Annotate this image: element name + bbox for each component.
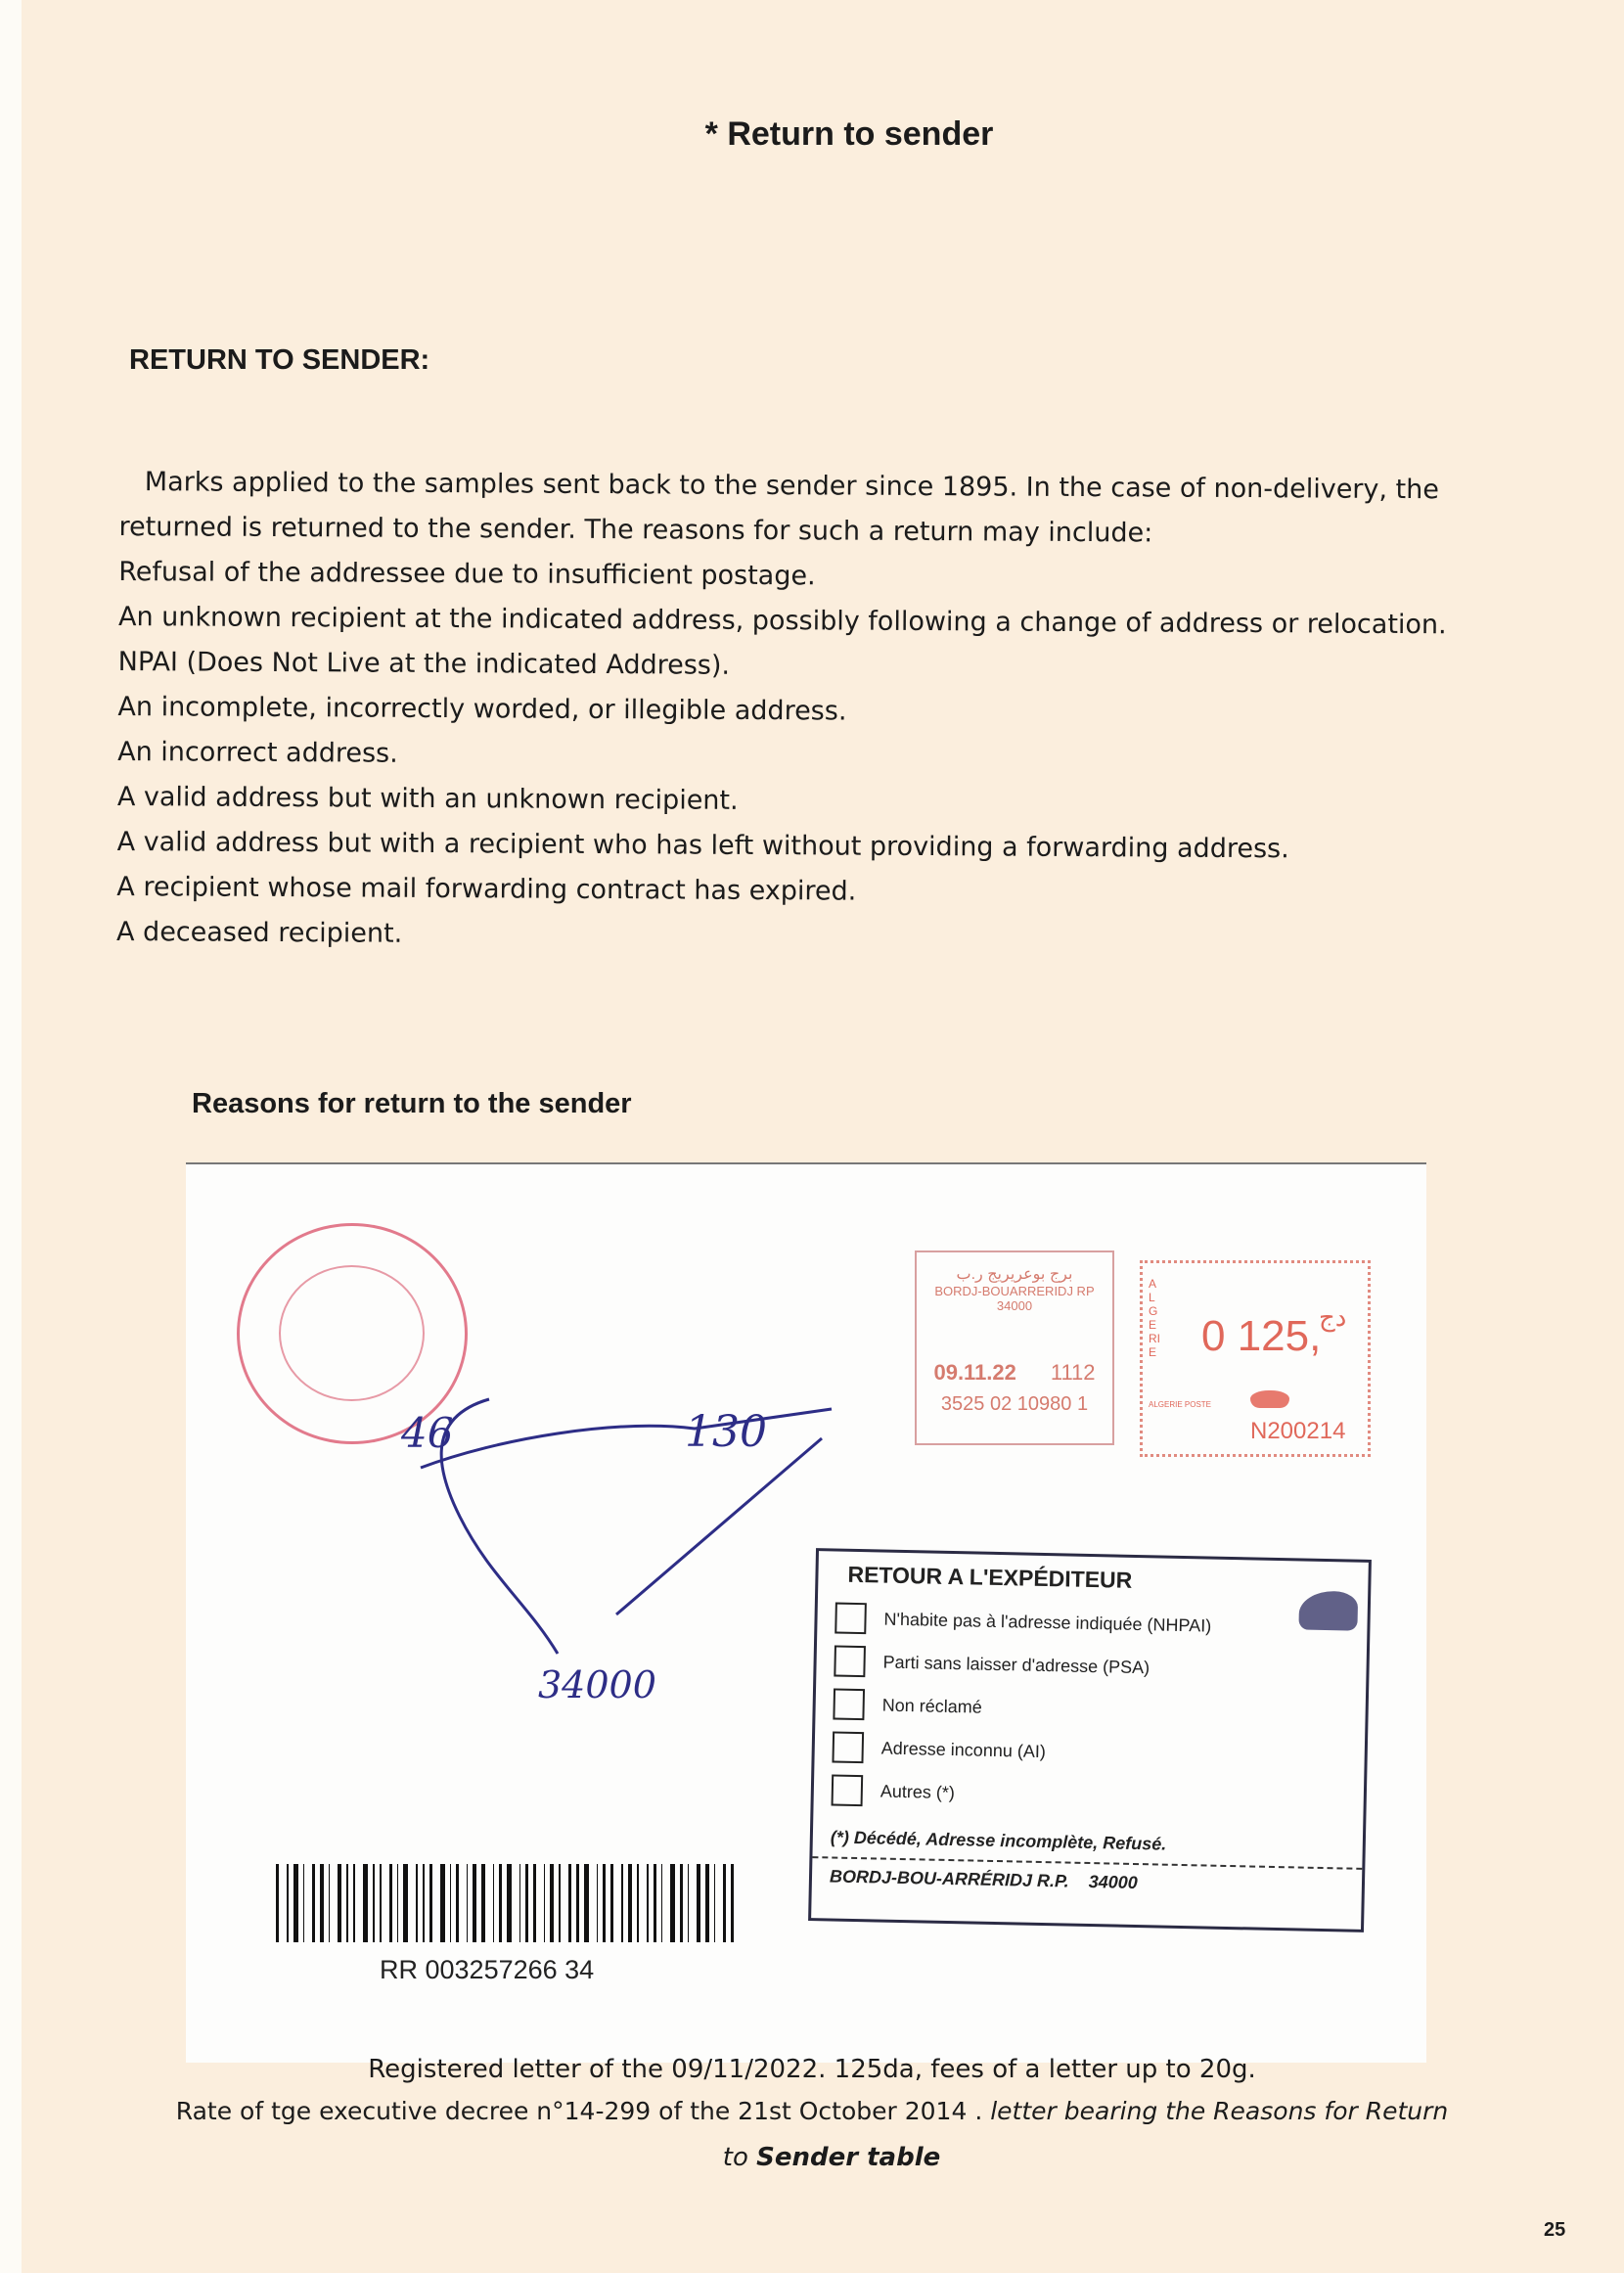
paragraph-line: NPAI (Does Not Live at the indicated Address). xyxy=(117,646,731,681)
barcode-bar xyxy=(329,1864,331,1942)
caption-line xyxy=(0,2097,1624,2125)
barcode-bar xyxy=(603,1864,605,1942)
paragraph-line: returned is returned to the sender. The reasons for such a return may include: xyxy=(118,511,1153,549)
paragraph-line: A recipient whose mail forwarding contract has expired. xyxy=(116,871,857,907)
barcode-bar xyxy=(628,1864,632,1942)
postmark-time: 1112 xyxy=(1050,1360,1096,1385)
barcode-bar xyxy=(456,1864,458,1942)
barcode-bar xyxy=(473,1864,476,1942)
barcode-bar xyxy=(525,1864,528,1942)
paragraph-line: An incomplete, incorrectly worded, or illegible address. xyxy=(117,691,847,727)
checkbox xyxy=(835,1603,867,1635)
barcode-bar xyxy=(654,1864,656,1942)
barcode-bar xyxy=(697,1864,699,1942)
barcode-bar xyxy=(403,1864,407,1942)
barcode-bar xyxy=(576,1864,578,1942)
barcode-number: RR 003257266 34 xyxy=(380,1955,595,1984)
barcode-bar xyxy=(499,1864,501,1942)
algerie-poste-logo xyxy=(1298,1590,1358,1630)
barcode-bar xyxy=(423,1864,425,1942)
barcode-bar xyxy=(688,1864,690,1942)
barcode-bar xyxy=(533,1864,535,1942)
barcode-bar xyxy=(467,1864,469,1942)
checkbox xyxy=(832,1774,864,1806)
postmark-postcode: 34000 xyxy=(996,1298,1033,1313)
barcode-bar xyxy=(661,1864,663,1942)
caption-line: Registered letter of the 09/11/2022. 125da, fees of a letter up to 20g. xyxy=(368,2055,1256,2084)
caption-italic: to xyxy=(722,2143,757,2172)
barcode-bar xyxy=(346,1864,348,1942)
meter-country: ALGERIE xyxy=(1149,1277,1160,1359)
barcode-bar xyxy=(550,1864,554,1942)
barcode-bar xyxy=(320,1864,324,1942)
barcode-bar xyxy=(481,1864,484,1942)
barcode-bar xyxy=(397,1864,399,1942)
barcode-bar xyxy=(597,1864,599,1942)
barcode-bar xyxy=(731,1864,734,1942)
barcode-bar xyxy=(450,1864,452,1942)
scan-edge xyxy=(0,0,22,2273)
caption-line xyxy=(20,2143,1624,2172)
barcode-bar xyxy=(440,1864,445,1942)
paragraph-line: A valid address but with a recipient who has left without providing a forwarding address. xyxy=(116,826,1289,865)
barcode-bar xyxy=(637,1864,639,1942)
barcode-bar xyxy=(303,1864,305,1942)
barcode-bar xyxy=(416,1864,418,1942)
retour-office: BORDJ-BOU-ARRÉRIDJ R.P. xyxy=(829,1866,1069,1891)
barcode-bar xyxy=(559,1864,561,1942)
barcode-bar xyxy=(493,1864,495,1942)
paragraph-line: Refusal of the addressee due to insufficient postage. xyxy=(118,556,816,592)
retour-title: RETOUR A L'EXPÉDITEUR xyxy=(847,1561,1133,1593)
barcode-bar xyxy=(312,1864,314,1942)
barcode-bar xyxy=(353,1864,355,1942)
postmark-date: 09.11.22 xyxy=(933,1360,1016,1385)
retour-option: Autres (*) xyxy=(880,1781,956,1802)
paragraph-line: A deceased recipient. xyxy=(115,916,403,949)
barcode-bar xyxy=(293,1864,298,1942)
postmark-arabic: برج بوعريريج ر.ب xyxy=(956,1266,1073,1283)
handwriting-number: 130 xyxy=(685,1407,767,1457)
barcode-bar xyxy=(373,1864,375,1942)
checkbox xyxy=(833,1689,865,1721)
handwriting-number: 46 xyxy=(401,1409,454,1457)
retour-footnote: (*) Décédé, Adresse incomplète, Refusé. xyxy=(830,1827,1167,1854)
barcode-bar xyxy=(714,1864,716,1942)
barcode-bar xyxy=(621,1864,623,1942)
barcode-bar xyxy=(389,1864,392,1942)
barcode xyxy=(276,1864,736,1942)
postmark-box xyxy=(915,1250,1114,1445)
barcode-bar xyxy=(429,1864,432,1942)
barcode-bar xyxy=(287,1864,289,1942)
barcode-bar xyxy=(380,1864,382,1942)
paragraph-line: A valid address but with an unknown recipient. xyxy=(116,781,739,816)
retour-option: Adresse inconnu (AI) xyxy=(880,1738,1047,1761)
barcode-bar xyxy=(670,1864,675,1942)
figure-heading: Reasons for return to the sender xyxy=(192,1088,632,1119)
postmark-office: BORDJ-BOUARRERIDJ RP xyxy=(934,1284,1095,1298)
meter-currency: دج xyxy=(1319,1302,1347,1332)
checkbox xyxy=(834,1646,866,1678)
retour-postcode: 34000 xyxy=(1088,1872,1138,1893)
checkbox xyxy=(832,1731,864,1763)
barcode-bar xyxy=(723,1864,725,1942)
barcode-bar xyxy=(276,1864,279,1942)
caption-italic: letter bearing the Reasons for Return xyxy=(990,2097,1449,2125)
barcode-bar xyxy=(363,1864,368,1942)
barcode-bar xyxy=(680,1864,682,1942)
envelope-image xyxy=(186,1162,1426,2063)
algerie-poste-logo xyxy=(1250,1390,1289,1408)
meter-operator: ALGERIE POSTE xyxy=(1149,1400,1212,1409)
caption-bold: Sender table xyxy=(756,2143,941,2172)
retour-option: Parti sans laisser d'adresse (PSA) xyxy=(882,1652,1150,1677)
caption-text: Rate of tge executive decree n°14-299 of the 21st October 2014 . xyxy=(175,2097,991,2125)
barcode-bar xyxy=(338,1864,340,1942)
retour-option: N'habite pas à l'adresse indiquée (NHPAI) xyxy=(883,1609,1212,1636)
meter-stamp xyxy=(1140,1260,1371,1457)
barcode-bar xyxy=(519,1864,521,1942)
barcode-bar xyxy=(507,1864,512,1942)
barcode-bar xyxy=(705,1864,709,1942)
retour-option: Non réclamé xyxy=(881,1695,982,1717)
paragraph-line: An incorrect address. xyxy=(117,736,398,769)
barcode-bar xyxy=(568,1864,571,1942)
return-to-sender-stamp xyxy=(808,1548,1372,1932)
paragraph-line: An unknown recipient at the indicated address, possibly following a change of address or relocation. xyxy=(117,601,1447,641)
barcode-bar xyxy=(544,1864,546,1942)
page-number: 25 xyxy=(1544,2219,1566,2241)
barcode-bar xyxy=(610,1864,613,1942)
postmark-code: 3525 02 10980 1 xyxy=(940,1393,1089,1415)
handwriting-postcode: 34000 xyxy=(538,1663,656,1706)
paragraph-line: Marks applied to the samples sent back to the sender since 1895. In the case of non-delivery, the xyxy=(144,467,1440,506)
barcode-bar xyxy=(584,1864,589,1942)
barcode-bar xyxy=(647,1864,649,1942)
meter-serial: N200214 xyxy=(1250,1418,1346,1444)
page-title: * Return to sender xyxy=(704,115,994,153)
meter-value: 0 125, xyxy=(1201,1312,1322,1360)
body-paragraph xyxy=(116,460,1489,964)
section-heading: RETURN TO SENDER: xyxy=(129,344,430,376)
